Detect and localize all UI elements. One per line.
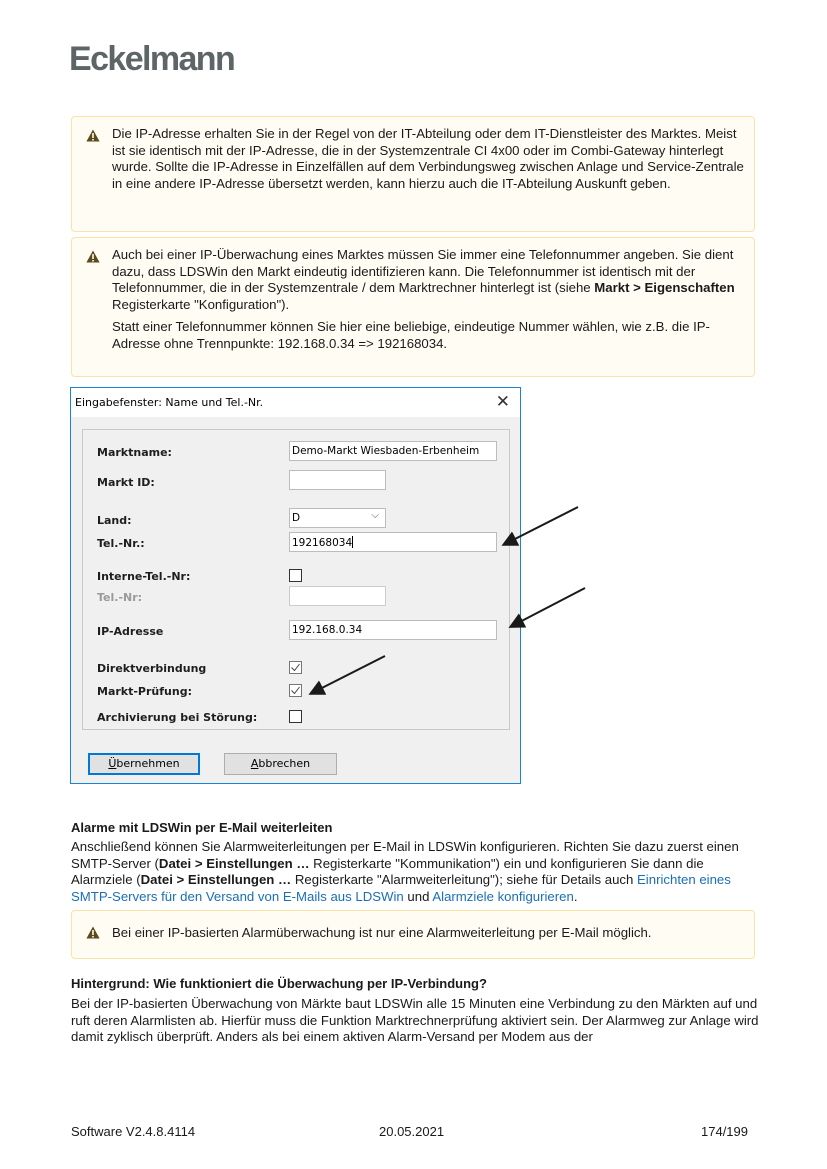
note-paragraph: Auch bei einer IP-Überwachung eines Marktes müssen Sie immer eine Telefonnummer angeben. Sie dient dazu, dass LDSWin den Markt eindeutig identifizieren kann. Die Telefonnummer ist identisch mit der Telefonnummer, die in der Systemzentrale / dem Marktrechner hinterlegt ist (siehe Markt > Eigenschaften Registerkarte "Konfiguration").: [112, 247, 735, 312]
markt-pruefung-label: Markt-Prüfung:: [97, 685, 192, 698]
close-icon[interactable]: ✕: [495, 392, 510, 412]
note-text: Die IP-Adresse erhalten Sie in der Regel von der IT-Abteilung oder dem IT-Dienstleister des Marktes. Meist ist sie identisch mit der IP-Adresse, die in der Systemzentrale CI 4x00 oder im Combi-Gateway hinterlegt wurde. Sollte die IP-Adresse in Einzelfällen auf dem Verbindungsweg zwischen Anlage und Service-Zentrale in eine andere IP-Adresse übersetzt werden, kann hierzu auch die IT-Abteilung Auskunft geben.: [112, 126, 744, 191]
section-heading-email: Alarme mit LDSWin per E-Mail weiterleiten: [71, 820, 333, 835]
interne-tel-label: Interne-Tel.-Nr:: [97, 570, 191, 583]
archivierung-label: Archivierung bei Störung:: [97, 711, 258, 724]
marktname-input[interactable]: Demo-Markt Wiesbaden-Erbenheim: [289, 441, 497, 461]
email-paragraph: Anschließend können Sie Alarmweiterleitungen per E-Mail in LDSWin konfigurieren. Richten Sie dazu zuerst einen SMTP-Server (Datei > Einstellungen … Registerkarte "Kommunikation") ein und konfigurieren Sie dann die Alarmziele (Datei > Einstellungen … Registerkarte "Alarmweiterleitung"); siehe für Details auch Einrichten eines SMTP-Servers für den Versand von E-Mails aus LDSWin und Alarmziele konfigurieren.: [71, 839, 739, 904]
warning-note-email-only: [71, 910, 755, 959]
markt-id-label: Markt ID:: [97, 476, 155, 489]
note-text: Bei einer IP-basierten Alarmüberwachung ist nur eine Alarmweiterleitung per E-Mail möglich.: [112, 925, 652, 940]
note-paragraph: Statt einer Telefonnummer können Sie hier eine beliebige, eindeutige Nummer wählen, wie z.B. die IP-Adresse ohne Trennpunkte: 192.168.0.34 => 192168034.: [112, 319, 710, 351]
tel-disabled-label: Tel.-Nr:: [97, 591, 143, 604]
link-smtp-server[interactable]: Einrichten eines SMTP-Servers für den Versand von E-Mails aus LDSWin: [71, 872, 731, 904]
menu-path: Markt > Eigenschaften: [594, 280, 735, 295]
link-alarmziele[interactable]: Alarmziele konfigurieren: [432, 888, 574, 904]
dialog-title: Eingabefenster: Name und Tel.-Nr.: [75, 396, 264, 409]
land-value: D: [292, 512, 301, 524]
chevron-down-icon: ⌵: [371, 510, 379, 521]
footer-date: 20.05.2021: [379, 1124, 445, 1139]
section-heading-background: Hintergrund: Wie funktioniert die Überwachung per IP-Verbindung?: [71, 976, 487, 991]
marktname-label: Marktname:: [97, 446, 172, 459]
eckelmann-logo: Eckelmann: [69, 40, 235, 78]
apply-button[interactable]: Übernehmen: [88, 753, 200, 775]
land-label: Land:: [97, 514, 132, 527]
cancel-button[interactable]: Abbrechen: [224, 753, 337, 775]
warning-icon: [86, 926, 100, 939]
tel-label: Tel.-Nr.:: [97, 537, 145, 550]
footer-page-number: 174/199: [701, 1124, 748, 1139]
background-paragraph: Bei der IP-basierten Überwachung von Märkte baut LDSWin alle 15 Minuten eine Verbindung zu den Märkten auf und ruft deren Alarmlisten ab. Hierfür muss die Funktion Marktrechnerprüfung aktiviert sein. Der Alarmweg zur Anlage wird damit zyklisch überprüft. Anders als bei einem aktiven Alarm-Versand per Modem aus der: [71, 996, 759, 1044]
footer-software-version: Software V2.4.8.4114: [71, 1124, 196, 1139]
tel-input[interactable]: 192168034: [289, 532, 497, 552]
ip-address-input[interactable]: 192.168.0.34: [289, 620, 497, 640]
ip-address-label: IP-Adresse: [97, 625, 164, 638]
direktverbindung-label: Direktverbindung: [97, 662, 207, 675]
